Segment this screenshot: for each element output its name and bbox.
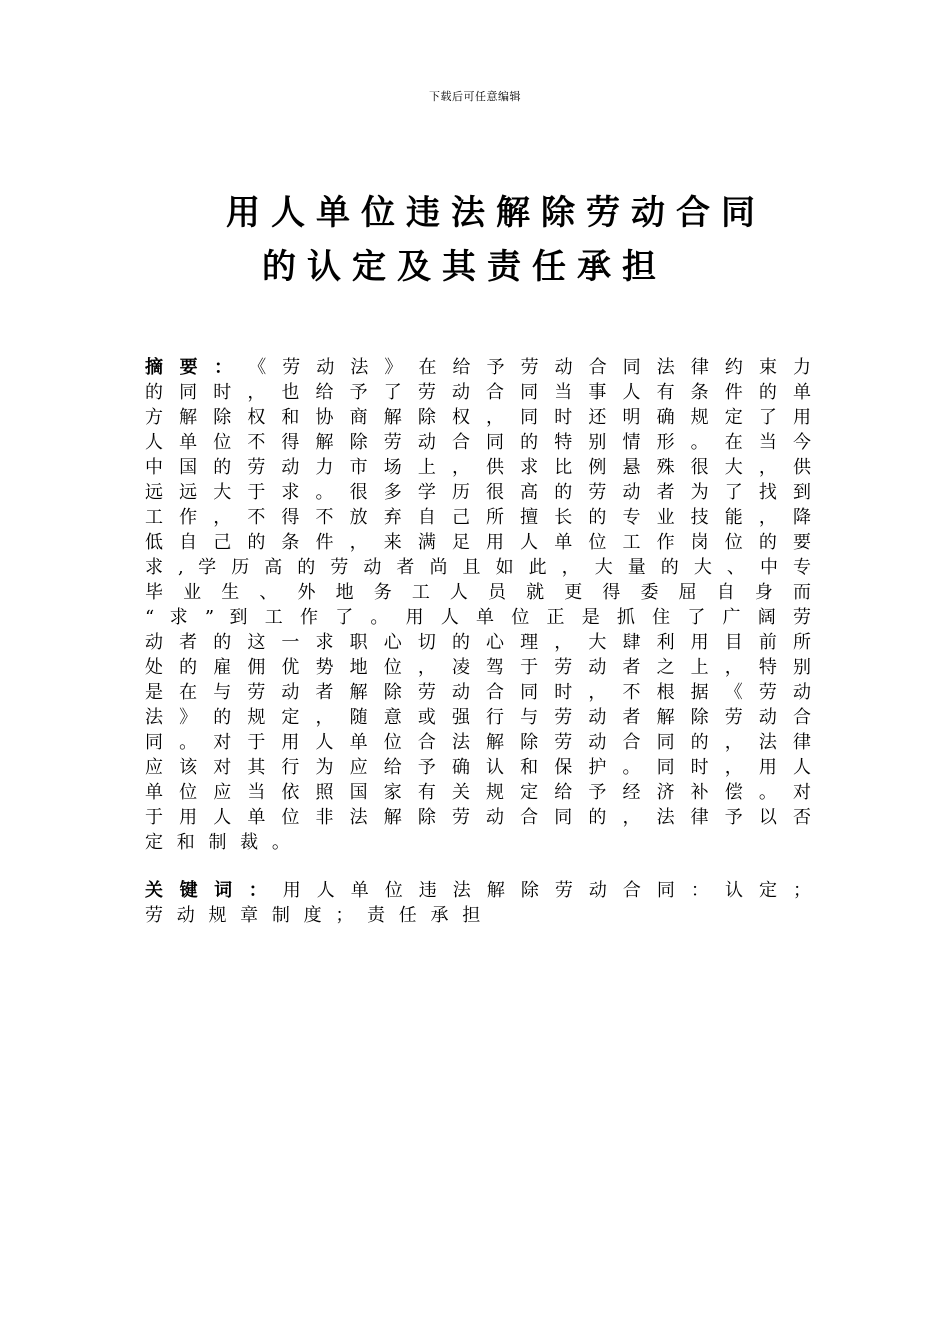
abstract-line: 法 》 的 规 定 ， 随 意 或 强 行 与 劳 动 者 解 除 劳 动 合 bbox=[145, 707, 815, 728]
abstract-line: 毕 业 生 、 外 地 务 工 人 员 就 更 得 委 屈 自 身 而 bbox=[145, 582, 815, 603]
document-title bbox=[226, 186, 826, 294]
abstract-line: 工 作 ， 不 得 不 放 弃 自 己 所 擅 长 的 专 业 技 能 ， 降 bbox=[145, 507, 815, 528]
abstract-line: 同 。 对 于 用 人 单 位 合 法 解 除 劳 动 合 同 的 ， 法 律 bbox=[145, 732, 815, 753]
abstract-line: 单 位 应 当 依 照 国 家 有 关 规 定 给 予 经 济 补 偿 。 对 bbox=[145, 782, 815, 803]
abstract-line: 方 解 除 权 和 协 商 解 除 权 ， 同 时 还 明 确 规 定 了 用 bbox=[145, 407, 815, 428]
abstract-line: 人 单 位 不 得 解 除 劳 动 合 同 的 特 别 情 形 。 在 当 今 bbox=[145, 432, 815, 453]
abstract-line: 的 同 时 ， 也 给 予 了 劳 动 合 同 当 事 人 有 条 件 的 单 bbox=[145, 382, 815, 403]
abstract-line: 处 的 雇 佣 优 势 地 位 ， 凌 驾 于 劳 动 者 之 上 ， 特 别 bbox=[145, 657, 815, 678]
keywords-line: 劳 动 规 章 制 度 ； 责 任 承 担 bbox=[145, 905, 485, 926]
title-line-1: 用人单位违法解除劳动合同 bbox=[226, 193, 766, 233]
keywords-label: 关 键 词 ： bbox=[145, 880, 272, 901]
abstract-line: “ 求 ” 到 工 作 了 。 用 人 单 位 正 是 抓 住 了 广 阔 劳 bbox=[145, 607, 815, 628]
abstract-line: 中 国 的 劳 动 力 市 场 上 ， 供 求 比 例 悬 殊 很 大 ， 供 bbox=[145, 457, 815, 478]
keywords-line: 关 键 词 ： 用 人 单 位 违 法 解 除 劳 动 合 同 ： 认 定 ； bbox=[145, 880, 815, 901]
abstract-line: 低 自 己 的 条 件 ， 来 满 足 用 人 单 位 工 作 岗 位 的 要 bbox=[145, 532, 815, 553]
abstract-line: 于 用 人 单 位 非 法 解 除 劳 动 合 同 的 ， 法 律 予 以 否 bbox=[145, 807, 815, 828]
abstract-line: 摘 要 ： 《 劳 动 法 》 在 给 予 劳 动 合 同 法 律 约 束 力 bbox=[145, 357, 815, 378]
abstract-line: 应 该 对 其 行 为 应 给 予 确 认 和 保 护 。 同 时 ， 用 人 bbox=[145, 757, 815, 778]
abstract-line: 动 者 的 这 一 求 职 心 切 的 心 理 ， 大 肆 利 用 目 前 所 bbox=[145, 632, 815, 653]
abstract-line: 远 远 大 于 求 。 很 多 学 历 很 高 的 劳 动 者 为 了 找 到 bbox=[145, 482, 815, 503]
abstract-section bbox=[145, 355, 815, 855]
abstract-label: 摘 要 ： bbox=[145, 357, 238, 378]
keywords-section bbox=[145, 878, 815, 928]
title-line-2: 的认定及其责任承担 bbox=[262, 247, 667, 287]
abstract-line: 定 和 制 裁 。 bbox=[145, 832, 294, 853]
abstract-line: 求 , 学 历 高 的 劳 动 者 尚 且 如 此 ， 大 量 的 大 、 中 专 bbox=[145, 557, 815, 578]
page-header: 下载后可任意编辑 bbox=[429, 90, 521, 103]
abstract-line: 是 在 与 劳 动 者 解 除 劳 动 合 同 时 ， 不 根 据 《 劳 动 bbox=[145, 682, 815, 703]
